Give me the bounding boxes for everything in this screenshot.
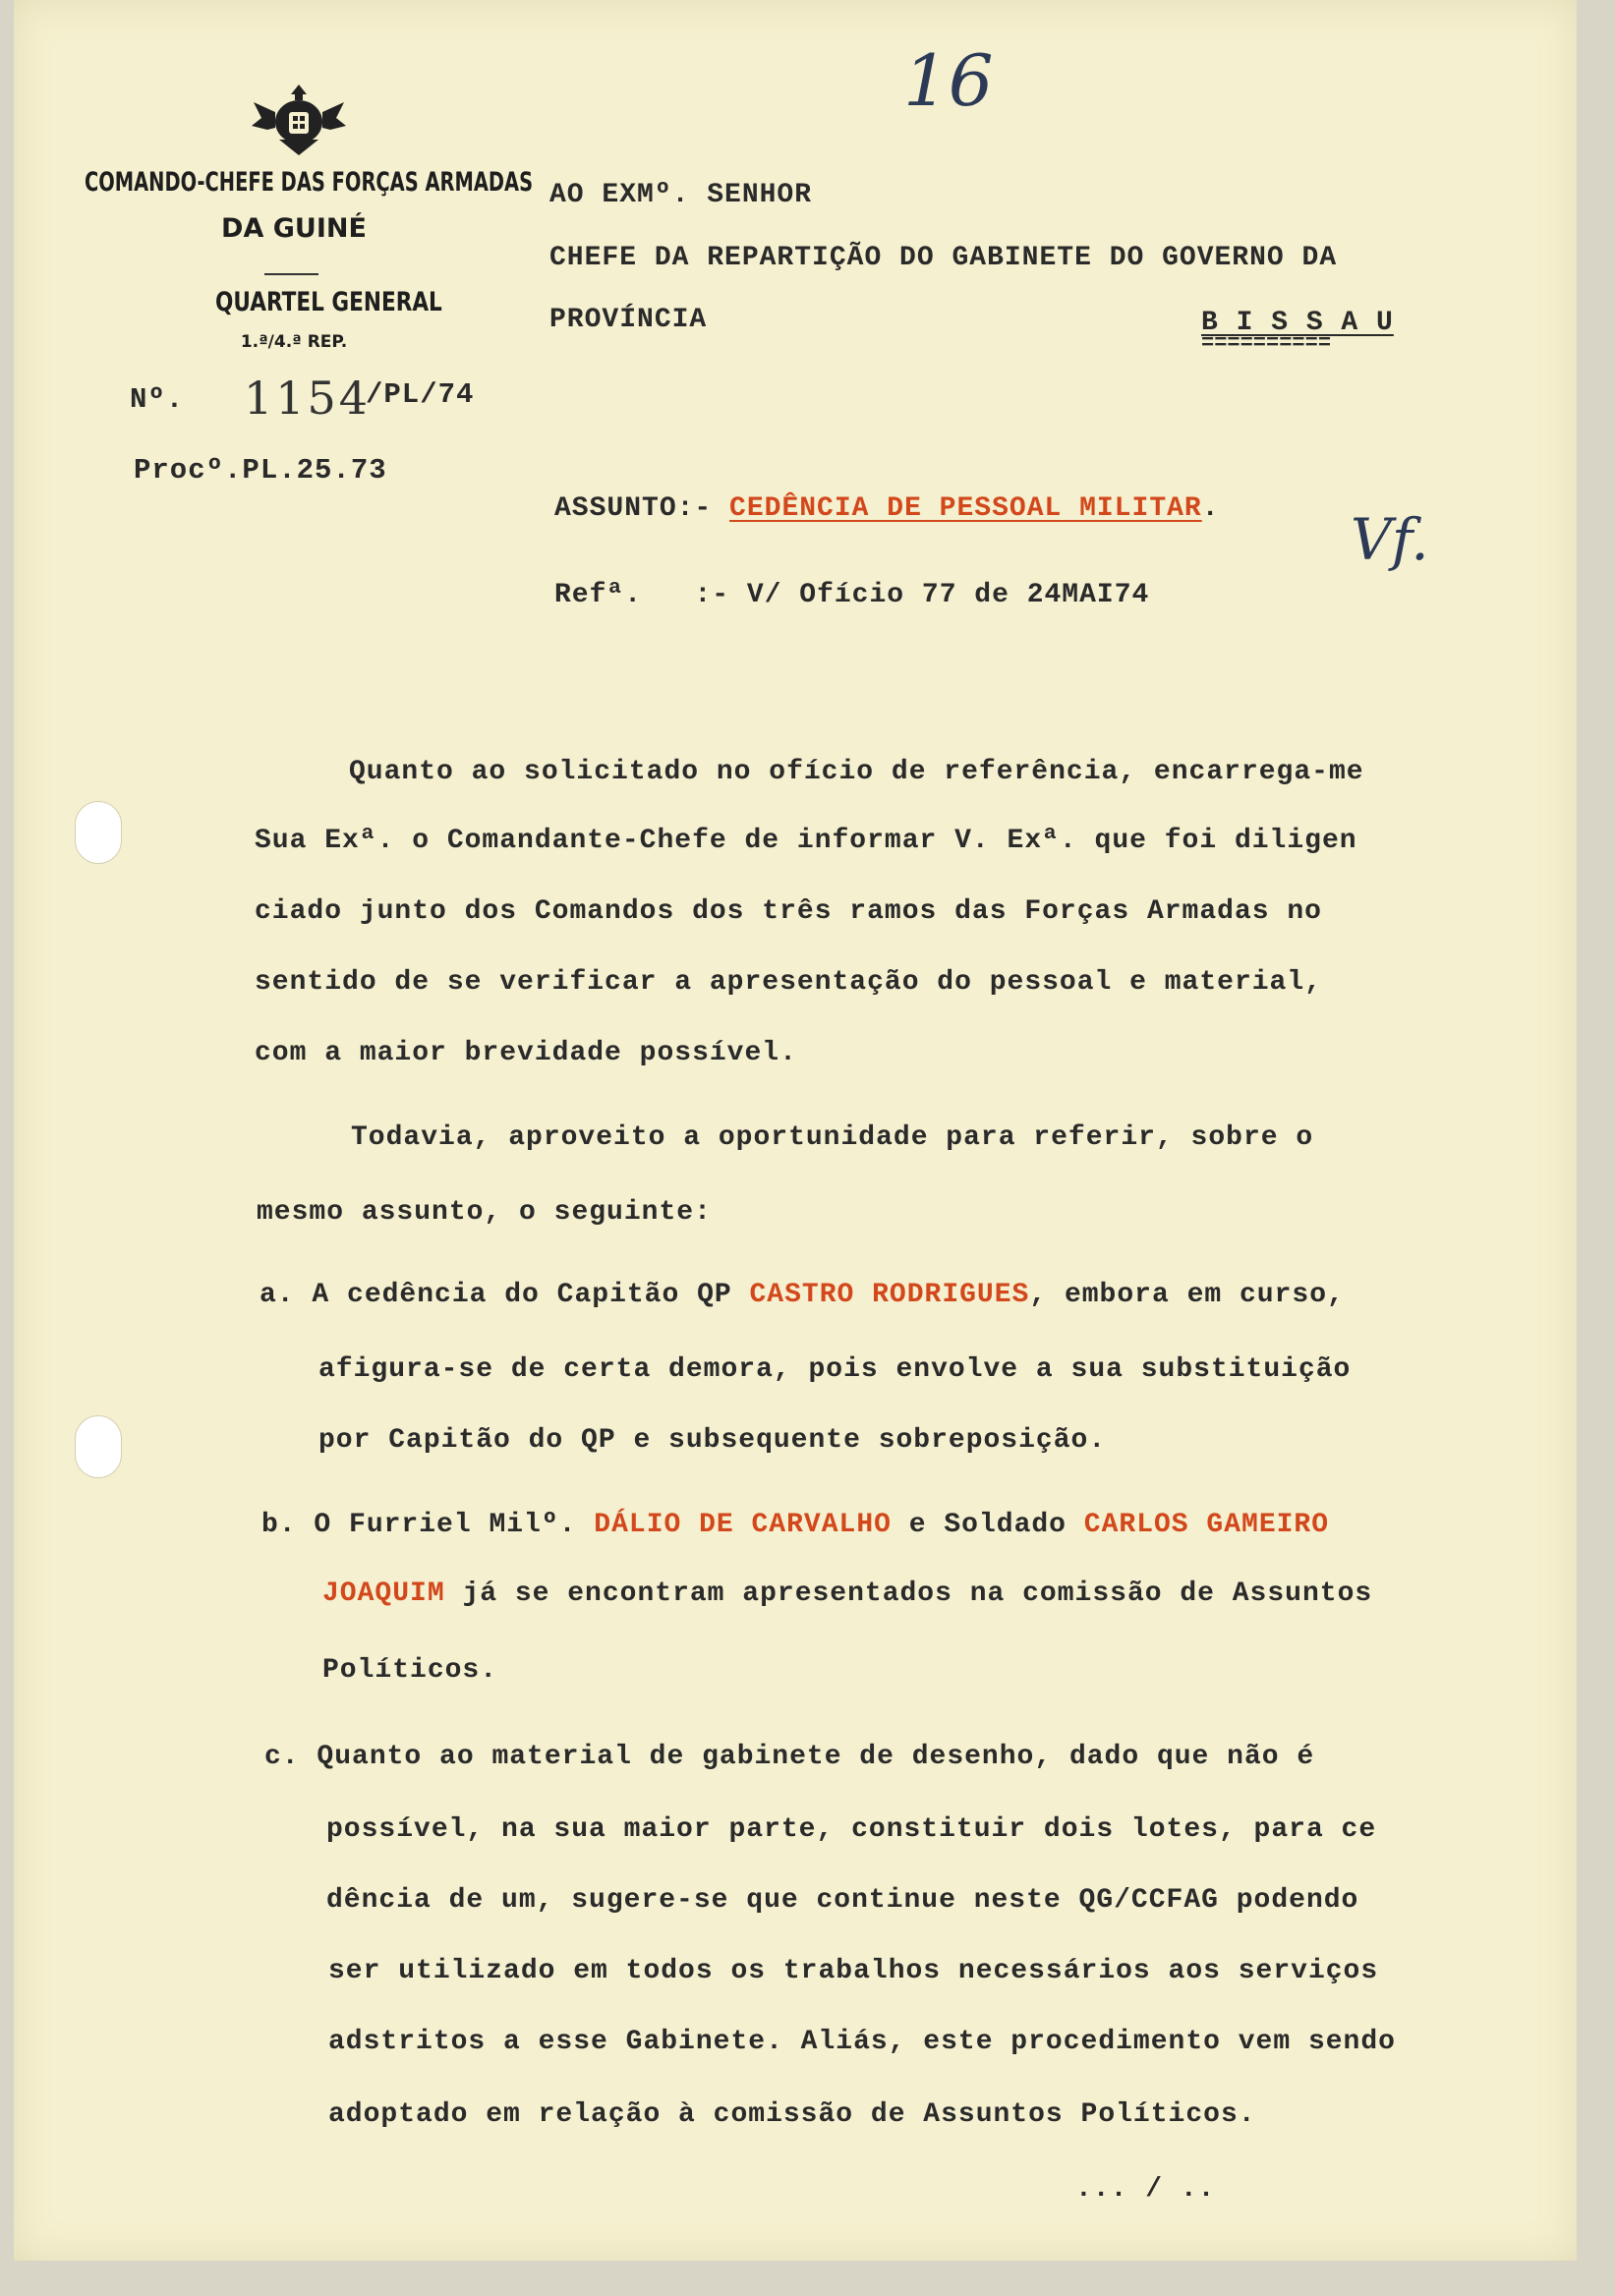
item-c-text-1: Quanto ao material de gabinete de desenho, dado que não é [317, 1742, 1315, 1772]
subject-value: CEDÊNCIA DE PESSOAL MILITAR [729, 493, 1202, 524]
subject-end: . [1201, 493, 1220, 524]
reference-separator: :- [694, 580, 730, 610]
item-a-line3: por Capitão do QP e subsequente sobreposição. [318, 1425, 1107, 1456]
punch-hole-top [75, 801, 122, 864]
item-b-name2-part1: CARLOS GAMEIRO [1083, 1510, 1330, 1540]
ref-number: 1154 [244, 372, 372, 425]
item-c-line3: dência de um, sugere-se que continue neste QG/CCFAG podendo [326, 1885, 1359, 1916]
item-c-line2: possível, na sua maior parte, constituir dois lotes, para ce [326, 1814, 1377, 1845]
item-c-line4: ser utilizado em todos os trabalhos necessários aos serviços [328, 1956, 1379, 1986]
item-c-line5: adstritos a esse Gabinete. Aliás, este procedimento vem sendo [328, 2027, 1396, 2057]
addressee-line1: AO EXMº. SENHOR [549, 180, 813, 210]
item-b-text-pre: O Furriel Milº. [314, 1510, 577, 1540]
punch-hole-bottom [75, 1415, 122, 1478]
letterhead-divider [264, 273, 318, 275]
handwritten-initials: Vf. [1351, 506, 1429, 573]
reference-value: V/ Ofício 77 de 24MAI74 [746, 580, 1150, 610]
para1-line3: ciado junto dos Comandos dos três ramos das Forças Armadas no [255, 896, 1322, 927]
addressee-line3: PROVÍNCIA [549, 305, 708, 335]
item-b-text-mid: e Soldado [908, 1510, 1067, 1540]
coat-of-arms-emblem [250, 81, 348, 157]
para1-line2: Sua Exª. o Comandante-Chefe de informar V. Exª. que foi diligen [255, 826, 1357, 856]
section-name: 1.ª/4.ª REP. [240, 332, 348, 352]
item-b-name2-part2: JOAQUIM [322, 1578, 445, 1609]
addressee-city-rule: ========== [1201, 331, 1332, 356]
reference-label: Refª. [554, 580, 643, 610]
proc-number: Procº.PL.25.73 [134, 454, 387, 487]
item-b-line3: Políticos. [322, 1655, 498, 1686]
division-name: QUARTEL GENERAL [215, 287, 442, 317]
addressee-line2: CHEFE DA REPARTIÇÃO DO GABINETE DO GOVERNO DA [549, 243, 1338, 273]
item-c-line1 [264, 1742, 1314, 1772]
item-c-line6: adoptado em relação à comissão de Assuntos Políticos. [328, 2099, 1256, 2130]
subject-label: ASSUNTO:- [554, 493, 713, 524]
para1-line1: Quanto ao solicitado no ofício de referência, encarrega-me [349, 757, 1364, 787]
ref-label: Nº. [130, 383, 185, 416]
item-c-label: c. [264, 1742, 300, 1772]
para2-line2: mesmo assunto, o seguinte: [257, 1197, 712, 1228]
reference-line [554, 580, 1149, 610]
item-a-text-post: , embora em curso, [1029, 1280, 1345, 1310]
item-a-label: a. [260, 1280, 295, 1310]
item-b-label: b. [261, 1510, 297, 1540]
org-name-line2: DA GUINÉ [221, 213, 367, 244]
subject-line [554, 493, 1220, 524]
document-page [14, 0, 1577, 2261]
para1-line4: sentido de se verificar a apresentação do pessoal e material, [255, 967, 1322, 998]
para1-line5: com a maior brevidade possível. [255, 1038, 797, 1068]
item-a-text-pre: A cedência do Capitão QP [312, 1280, 732, 1310]
handwritten-page-number: 16 [903, 39, 994, 122]
org-name-line1: COMANDO-CHEFE DAS FORÇAS ARMADAS [85, 167, 534, 198]
ref-suffix: /PL/74 [366, 378, 475, 411]
item-a-line2: afigura-se de certa demora, pois envolve a sua substituição [318, 1354, 1352, 1385]
item-a-name: CASTRO RODRIGUES [749, 1280, 1030, 1310]
addressee-city: B I S S A U [1201, 308, 1394, 338]
item-b-line1 [261, 1510, 1329, 1540]
item-b-line2 [322, 1578, 1372, 1609]
item-b-name1: DÁLIO DE CARVALHO [594, 1510, 892, 1540]
para2-line1: Todavia, aproveito a oportunidade para referir, sobre o [351, 1122, 1314, 1153]
item-a-line1 [260, 1280, 1345, 1310]
item-b-text-post: já se encontram apresentados na comissão de Assuntos [462, 1578, 1373, 1609]
continuation-mark: ... / .. [1075, 2174, 1216, 2205]
